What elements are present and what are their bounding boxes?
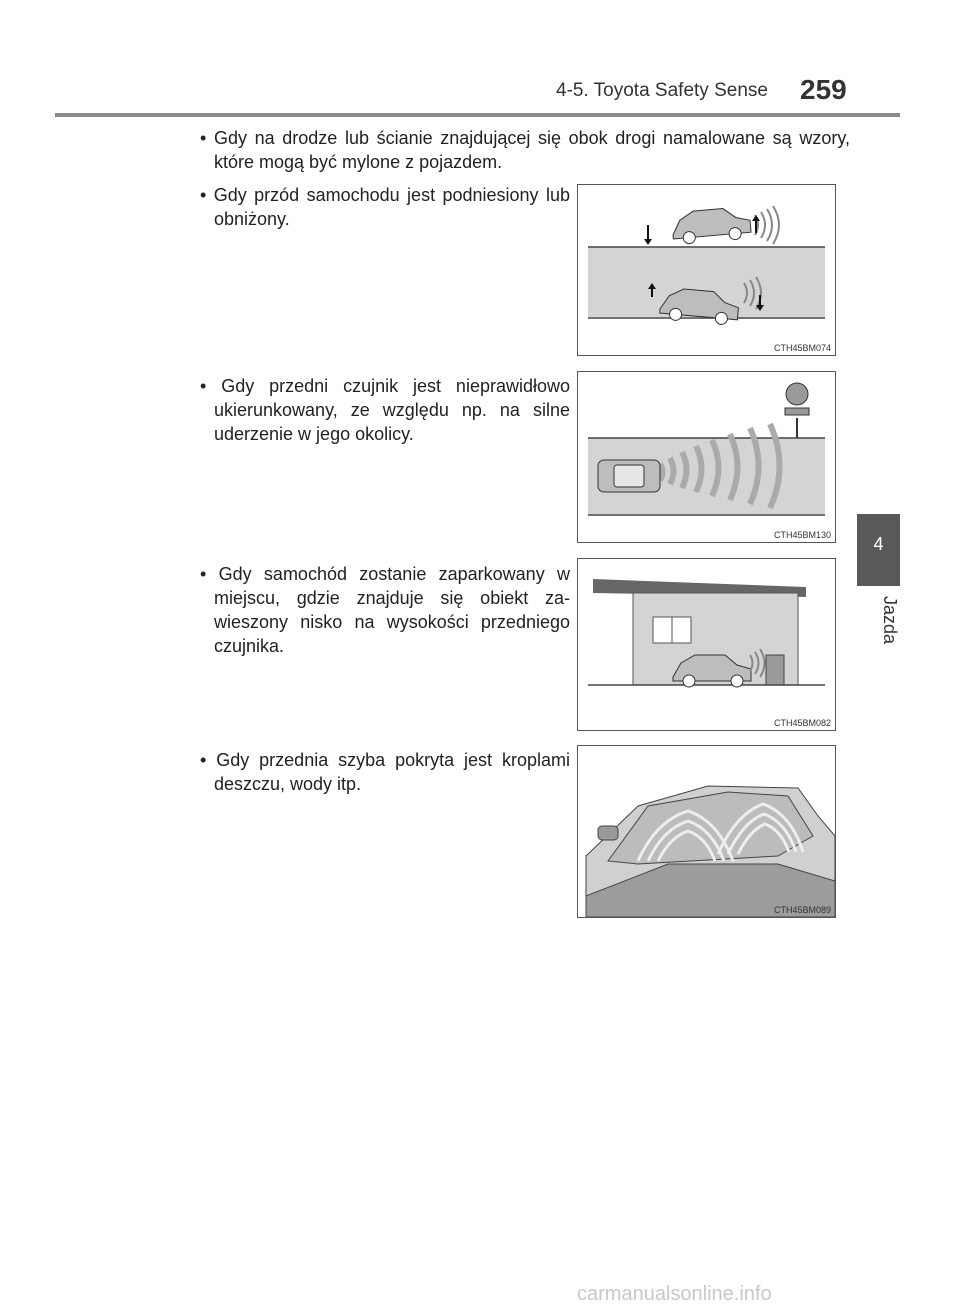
chapter-tab [857,514,900,586]
header-divider [55,113,900,117]
bullet-item-2: • Gdy przód samochodu jest podniesiony lub obniżony. [200,185,570,229]
figure-rainy-windshield [577,745,836,918]
sensor-misaligned-icon [578,372,835,542]
car-tilt-icon [578,185,835,355]
figure-car-tilt [577,184,836,356]
figure-code: CTH45BM089 [773,905,831,915]
bullet-item-4: • Gdy samochód zostanie zaparkowany w miejscu, gdzie znajduje się obiekt za-wieszony nisko na wysokości przedniego czujnika. [200,564,570,656]
page-number: 259 [800,74,847,105]
chapter-number: 4 [873,534,884,554]
figure-code: CTH45BM074 [773,343,831,353]
parked-car-icon [578,559,835,730]
figure-sensor-misaligned [577,371,836,543]
rainy-windshield-icon [578,746,835,917]
figure-code: CTH45BM082 [773,718,831,728]
bullet-item-3: • Gdy przedni czujnik jest nieprawidłowo ukierunkowany, ze względu np. na silne uderzenie w jego okolicy. [200,376,570,444]
watermark: carmanualsonline.info [577,1283,772,1305]
figure-code: CTH45BM130 [773,530,831,540]
figure-parked-car [577,558,836,731]
chapter-label: Jazda [880,596,900,645]
bullet-item-1: • Gdy na drodze lub ścianie znajdującej się obok drogi namalowane są wzory, które mogą być mylone z pojazdem. [200,128,850,172]
bullet-item-5: • Gdy przednia szyba pokryta jest kroplami deszczu, wody itp. [200,750,570,794]
section-title: 4-5. Toyota Safety Sense [556,80,768,101]
